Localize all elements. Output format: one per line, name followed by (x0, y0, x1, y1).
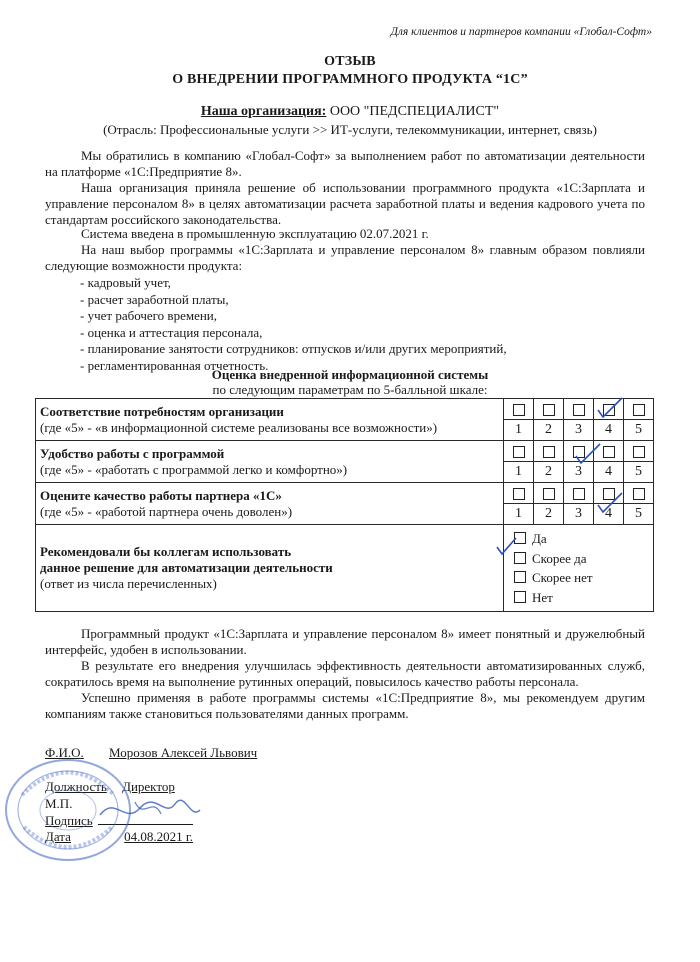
scale-number: 5 (624, 420, 654, 441)
rating-table (35, 398, 654, 612)
checkbox[interactable] (603, 488, 615, 500)
paragraph-4: На наш выбор программы «1С:Зарплата и управление персоналом 8» главным образом повлияли следующие возможности продукта: (45, 242, 645, 273)
scale-number: 3 (564, 504, 594, 525)
question-cell (36, 441, 504, 483)
position-label: Должность (45, 779, 107, 794)
date-value: 04.08.2021 г. (124, 829, 194, 844)
option-label: Да (532, 531, 547, 546)
question-title: Оцените качество работы партнера «1С» (40, 487, 282, 503)
paragraph-3: Система введена в промышленную эксплуатацию 02.07.2021 г. (81, 226, 429, 241)
organization-line (0, 104, 700, 120)
rating-subheading: по следующим параметрам по 5-балльной шкале: (212, 382, 488, 397)
checkbox[interactable] (543, 488, 555, 500)
question-hint: (где «5» - «работой партнера очень доволен») (40, 503, 293, 519)
document-subtitle: О ВНЕДРЕНИИ ПРОГРАММНОГО ПРОДУКТА “1С” (172, 72, 528, 87)
fio-value: Морозов Алексей Львович (109, 745, 258, 760)
scale-number: 3 (564, 462, 594, 483)
option-label: Скорее нет (532, 570, 593, 585)
scale-number: 2 (534, 462, 564, 483)
paragraph-2: Наша организация приняла решение об использовании программного продукта «1С:Зарплата и управление персоналом 8» в целях автоматизации расчета заработной платы и ведения кадрового учета по стандартам российского законодательства. (45, 180, 645, 227)
checkbox[interactable] (513, 488, 525, 500)
mp-label: М.П. (45, 796, 73, 811)
header-note: Для клиентов и партнеров компании «Глобал-Софт» (390, 26, 652, 38)
checkbox[interactable] (514, 571, 526, 583)
list-item: - кадровый учет, (80, 275, 171, 290)
list-item: - оценка и аттестация персонала, (80, 324, 263, 340)
checkbox[interactable] (573, 404, 585, 416)
recommend-hint: (ответ из числа перечисленных) (40, 576, 217, 591)
question-hint: (где «5» - «в информационной системе реализованы все возможности») (40, 419, 438, 435)
list-item: - учет рабочего времени, (80, 308, 218, 323)
checkbox[interactable] (513, 404, 525, 416)
checkbox[interactable] (543, 404, 555, 416)
option-row (514, 588, 653, 608)
scale-number: 4 (594, 504, 624, 525)
handwritten-signature (95, 790, 205, 830)
list-item: - планирование занятости сотрудников: отпусков и/или других мероприятий, (80, 341, 507, 356)
checkbox[interactable] (514, 552, 526, 564)
organization-industry: (Отрасль: Профессиональные услуги >> ИТ-услуги, телекоммуникации, интернет, связь) (103, 122, 597, 137)
document-title: ОТЗЫВ (324, 54, 376, 69)
list-item: - регламентированная отчетность. (80, 357, 269, 373)
sign-label: Подпись (45, 813, 93, 828)
closing-paragraph-2: В результате его внедрения улучшилась эффективность деятельности автоматизированных служб, сократилось время на выполнение рутинных операций, повысилось качество работы персонала. (45, 658, 645, 689)
option-label: Скорее да (532, 550, 587, 566)
closing-paragraph-3: Успешно применяя в работе программы системы «1С:Предприятие 8», мы рекомендуем другим компаниям также становиться пользователями данных программ. (45, 690, 645, 721)
scale-number: 2 (534, 420, 564, 441)
position-value: Директор (122, 779, 175, 794)
recommend-title-continued: данное решение для автоматизации деятельности (40, 560, 333, 575)
paragraph-1: Мы обратились в компанию «Глобал-Софт» за выполнением работ по автоматизации деятельности на платформе «1С:Предприятие 8». (45, 148, 645, 179)
recommend-title: Рекомендовали бы коллегам использовать (40, 544, 292, 559)
checkbox-checked[interactable] (514, 532, 526, 544)
scale-number: 3 (564, 420, 594, 441)
option-row (514, 529, 653, 549)
checkbox[interactable] (573, 488, 585, 500)
features-list (80, 275, 507, 374)
organization-name: ООО "ПЕДСПЕЦИАЛИСТ" (329, 104, 500, 119)
option-row (514, 568, 653, 588)
checkbox[interactable] (543, 446, 555, 458)
date-label: Дата (45, 829, 71, 844)
scale-number: 4 (594, 420, 624, 441)
checkbox-checked[interactable] (633, 404, 645, 416)
scale-number: 2 (534, 504, 564, 525)
checkbox-checked[interactable] (633, 488, 645, 500)
scale-number: 1 (504, 504, 534, 525)
question-cell (36, 483, 504, 525)
scale-number: 1 (504, 462, 534, 483)
checkbox[interactable] (514, 591, 526, 603)
closing-paragraph-1: Программный продукт «1С:Зарплата и управление персоналом 8» имеет понятный и дружелюбный интерфейс, удобен в использовании. (45, 626, 645, 657)
fio-label: Ф.И.О. (45, 745, 84, 760)
checkbox[interactable] (603, 404, 615, 416)
list-item: - расчет заработной платы, (80, 291, 229, 307)
question-hint: (где «5» - «работать с программой легко и комфортно») (40, 461, 348, 477)
recommend-cell (36, 525, 504, 612)
option-label: Нет (532, 589, 553, 605)
scale-number: 5 (624, 504, 654, 525)
scale-number: 4 (594, 462, 624, 483)
checkbox-checked[interactable] (603, 446, 615, 458)
scale-number: 1 (504, 420, 534, 441)
scale-number: 5 (624, 462, 654, 483)
rating-heading: Оценка внедренной информационной системы (211, 367, 489, 382)
recommend-options (504, 525, 654, 612)
checkbox[interactable] (573, 446, 585, 458)
question-title: Удобство работы с программой (40, 445, 225, 461)
organization-label: Наша организация: (200, 104, 327, 119)
question-title: Соответствие потребностям организации (40, 403, 284, 419)
question-cell (36, 399, 504, 441)
option-row (514, 549, 653, 569)
checkbox[interactable] (633, 446, 645, 458)
checkbox[interactable] (513, 446, 525, 458)
